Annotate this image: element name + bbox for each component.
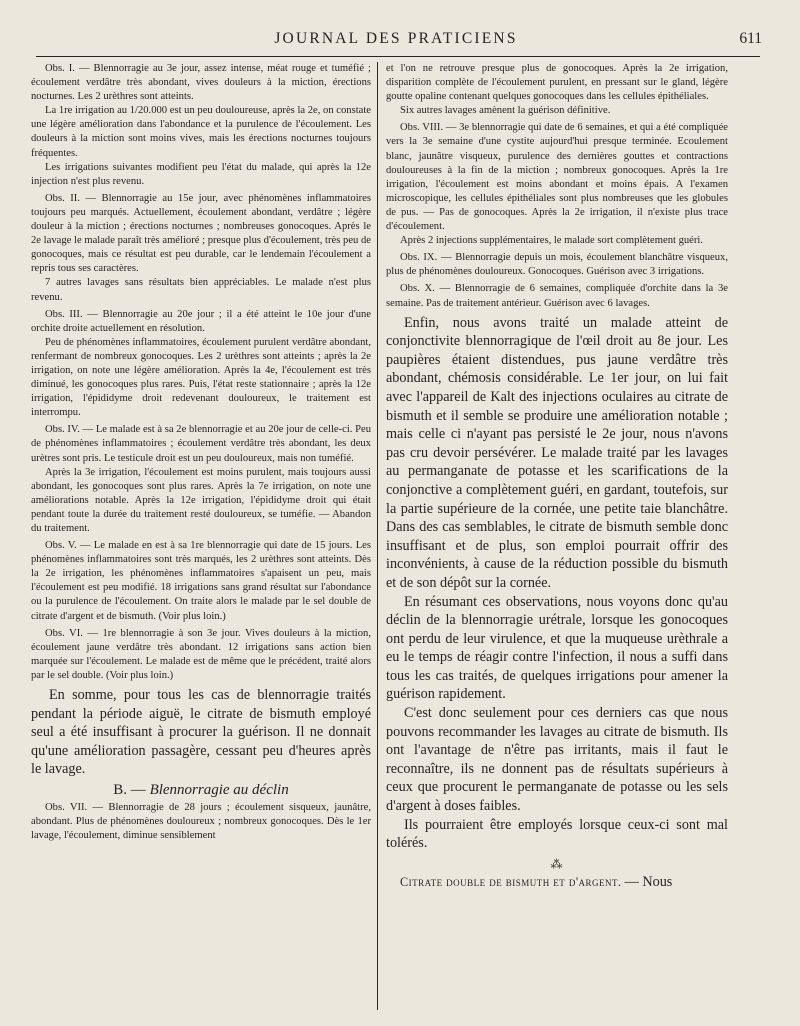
obs-2-paragraph: 7 autres lavages sans résultats bien appréciables. Le malade n'est plus revenu. [31, 277, 371, 303]
next-section-text: — Nous [624, 873, 673, 890]
conjunctivitis-paragraph: Enfin, nous avons traité un malade atteint de conjonctivite blennorragique de l'œil droit au 8e jour. Les paupières étaient distendues, pus jaune verdâtre très abondant, chémosis considérable. Le 1er jour, on lui fait avec l'appareil de Kalt des injections oculaires au citrate de bismuth et il semble se produire une amélioration notable ; mais celle ci n'ayant pas persisté le 2e jour, nous n'avons pas cru devoir persévérer. Le malade traité par les lavages au permanganate de potasse et les scarifications de la conjonctive a complètement guéri, en gardant, toutefois, sur la partie supérieure de la cornée, une petite taie blanchâtre. Dans des cas semblables, le citrate de bismuth semble donc insuffisant et de plus, son emploi pourrait offrir des inconvénients, à cause de la réduction possible du bismuth et de son dépôt sur la cornée. [386, 314, 728, 591]
next-section-start [386, 874, 728, 890]
obs-1-paragraph: La 1re irrigation au 1/20.000 est un peu douloureuse, après la 2e, on constate une légère amélioration dans l'abondance et la purulence de l'écoulement. Les douleurs à la miction sont moins vives, mais les érections nocturnes toujours fréquentes. [31, 105, 371, 159]
section-label: B. — [113, 782, 146, 798]
next-section-heading: Citrate double de bismuth et d'argent. [400, 874, 622, 889]
obs-7-continuation: et l'on ne retrouve presque plus de gonocoques. Après la 2e irrigation, disparition complète de l'écoulement purulent, en pressant sur le gland, légère goutte opaline contenant quelques gonocoques dans les cellules épithéliales. [386, 63, 728, 103]
page-number: 611 [739, 30, 762, 47]
obs-8-paragraph: Après 2 injections supplémentaires, le malade sort complètement guéri. [400, 235, 704, 247]
column-divider [377, 62, 378, 1010]
tolerance-paragraph: Ils pourraient être employés lorsque ceux-ci sont mal tolérés. [386, 816, 728, 852]
obs-6-paragraph: Obs. VI. — 1re blennorragie à son 3e jour. Vives douleurs à la miction, écoulement jaune verdâtre très abondant. 12 irrigations sans action bien marquée sur l'écoulement. Le malade est de même que le précédent, traité alors par le sel double. (Voir plus loin.) [31, 627, 371, 681]
obs-9-paragraph: Obs. IX. — Blennorragie depuis un mois, écoulement blanchâtre visqueux, plus de phénomènes douloureux. Gonocoques. Guérison avec 3 irrigations. [386, 252, 728, 278]
section-dinkus: ⁂ [550, 856, 564, 871]
observations-block-left [31, 62, 371, 683]
recommendation-paragraph: C'est donc seulement pour ces derniers cas que nous pouvons recommander les lavages au citrate de bismuth. Ils ont l'avantage de n'être pas irritants, mais il faut le reconnaître, ils ne donnent pas de résultats supérieurs à ceux que procurent le permanganate de potasse ou les sels d'argent à doses faibles. [386, 705, 728, 815]
obs-4-paragraph: Obs. IV. — Le malade est à sa 2e blennorragie et au 20e jour de celle-ci. Peu de phénomènes inflammatoires ; écoulement verdâtre très abondant, les deux urètres sont pris. Le testicule droit est un peu douloureux, mais non tuméfié. [31, 424, 371, 464]
obs-5-paragraph: Obs. V. — Le malade en est à sa 1re blennorragie qui date de 15 jours. Les phénomènes inflammatoires sont très marqués, les 2 urèthres sont atteints. Dès la 2e irrigation, les phénomènes inflammatoires s'apaisent un peu, mais l'écoulement est peu modifié. 18 irrigations sans grand résultat sur l'abondance ou la purulence de l'écoulement. On traite alors le malade par le sel double de citrate d'argent et de bismuth. (Voir plus loin.) [31, 540, 371, 622]
discussion-block [386, 314, 728, 853]
page-header [30, 30, 762, 52]
header-rule [36, 56, 760, 57]
obs-7-paragraph: Obs. VII. — Blennorragie de 28 jours ; écoulement sisqueux, jaunâtre, abondant. Plus de phénomènes douloureux ; nombreux gonocoques. Dès le 1er lavage, l'écoulement, diminue sensiblement [31, 802, 371, 842]
summary-paragraph: En somme, pour tous les cas de blennorragie traités pendant la période aiguë, le citrate de bismuth employé seul a été insuffisant à procurer la guérison. Il ne donnait qu'une amélioration passagère, cessant peu d'heures après le lavage. [31, 687, 371, 778]
running-title: JOURNAL DES PRATICIENS [274, 30, 518, 47]
summary-block [31, 686, 371, 779]
obs-3-paragraph: Obs. III. — Blennorragie au 20e jour ; il a été atteint le 10e jour d'une orchite droite actuellement en résolution. [31, 308, 371, 334]
conclusion-paragraph: En résumant ces observations, nous voyons donc qu'au déclin de la blennorragie urétrale, lorsque les gonocoques ont perdu de leur virulence, et que la muqueuse urèthrale a eu le temps de réagir contre l'infection, il nous a suffi dans tous les cas traités, de quelques irrigations pour amener la guérison rapidement. [386, 593, 728, 703]
obs-4-paragraph: Après la 3e irrigation, l'écoulement est moins purulent, mais toujours aussi abondant, les gonocoques sont plus rares. Après la 7e irrigation, on note une améliorations notable. Après la 12e irrigation, l'épididyme droit qui était pendant toute la durée du traitement resté douloureux, se tuméfie. — Abandon du traitement. [31, 466, 371, 534]
observations-block-right [386, 62, 728, 311]
obs-2-paragraph: Obs. II. — Blennorragie au 15e jour, avec phénomènes inflammatoires toujours peu marqués. Actuellement, écoulement abondant, verdâtre ; légère douleur à la miction ; érections nocturnes ; nombreuses gonocoques. Après le 2e lavage le malade paraît très amélioré ; presque plus d'écoulement, très peu de gonocoques, mais ce résultat est peu durable, car le lendemain l'écoulement a repris tous ses caractères. [31, 192, 371, 275]
obs-3-paragraph: Peu de phénomènes inflammatoires, écoulement purulent verdâtre abondant, renfermant de nombreux gonocoques. Les 2 urèthres sont atteints ; après la 2e irrigation, on note une légère amélioration. Après la 4e, l'écoulement est très diminué, les gonocoques plus rares. Puis, l'état reste stationnaire ; après la 12e irrigation, l'épididyme droit redevenant douloureux, le traitement est interrompu. [31, 336, 371, 419]
section-title: Blennorragie au déclin [149, 782, 289, 798]
left-column [31, 62, 371, 1017]
section-heading [31, 782, 371, 799]
obs-1-paragraph: Les irrigations suivantes modifient peu l'état du malade, qui après la 12e injection n'est plus revenu. [31, 161, 371, 187]
obs-8-paragraph: Obs. VIII. — 3e blennorragie qui date de 6 semaines, et qui a été compliquée vers la 3e semaine d'une cystite aujourd'hui presque terminée. Ecoulement blanc, jaunâtre visqueux, purulence des dernières gouttes et contractions douloureuses à la fin de la miction ; nombreux gonocoques. Après la 1re irrigation, l'écoulement est moins abondant et moins épais. A l'examen microscopique, les cellules épithéliales sont plus nombreuses que les globules de pus. — Pas de gonocoques. Après la 2e irrigation, il n'existe plus trace d'écoulement. [386, 122, 728, 233]
obs-10-paragraph: Obs. X. — Blennorragie de 6 semaines, compliquée d'orchite dans la 3e semaine. Pas de traitement antérieur. Guérison avec 6 lavages. [386, 283, 728, 309]
obs-7-paragraph: Six autres lavages amènent la guérison définitive. [400, 105, 611, 117]
right-column [386, 62, 728, 1017]
observations-block-left-2 [31, 801, 371, 843]
obs-1-paragraph: Obs. I. — Blennorragie au 3e jour, assez intense, méat rouge et tuméfié ; écoulement verdâtre très abondant, vives douleurs à la miction, érections nocturnes. Les 2 urèthres sont atteints. [31, 63, 371, 103]
